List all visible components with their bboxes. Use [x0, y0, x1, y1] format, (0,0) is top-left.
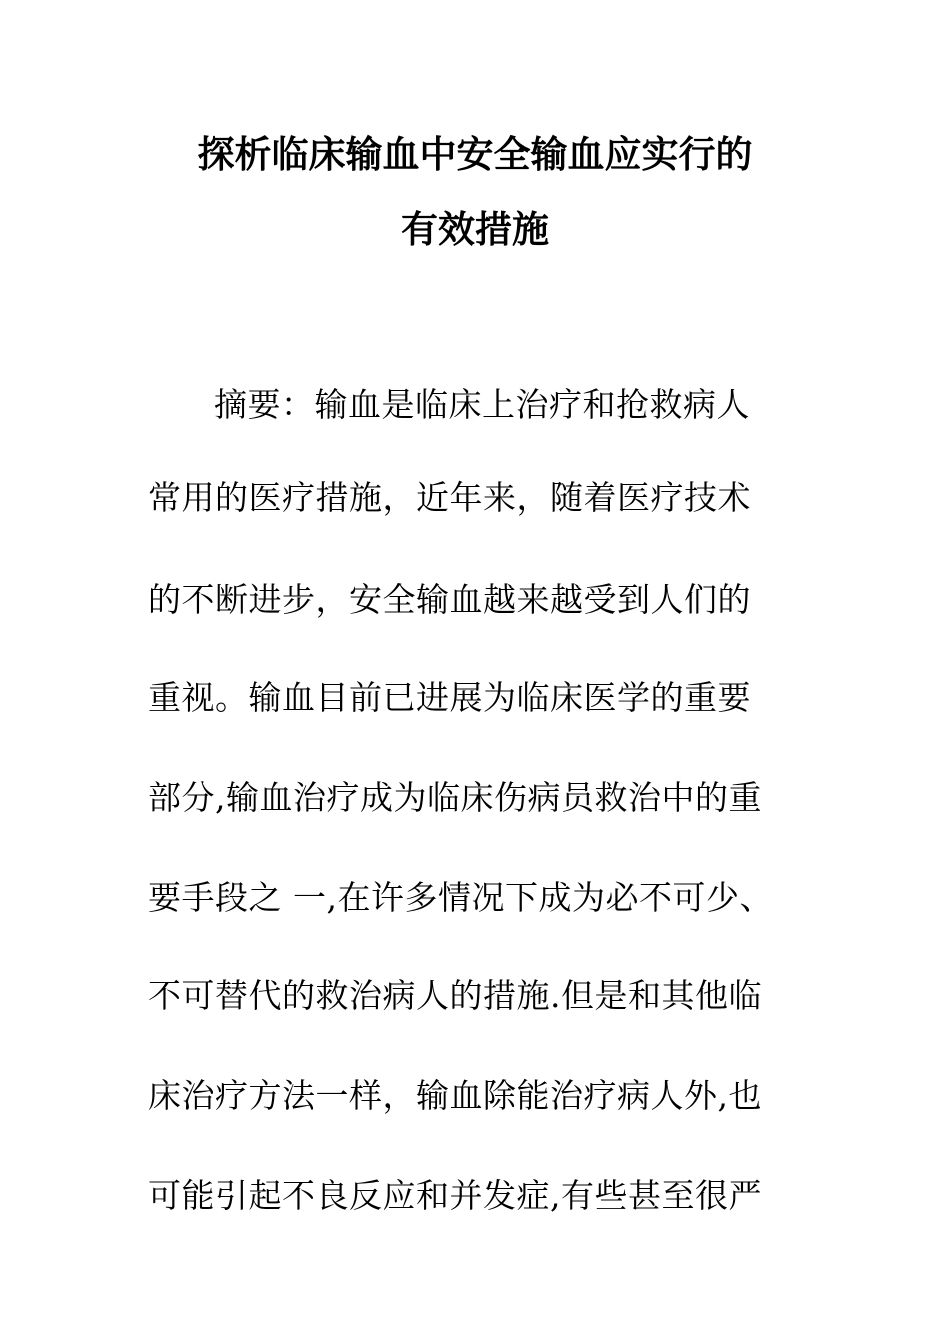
abstract-line-2: 常用的医疗措施，近年来，随着医疗技术 [148, 478, 751, 517]
abstract-line-6: 要手段之 一,在许多情况下成为必不可少、 [148, 878, 773, 917]
abstract-line-5: 部分,输血治疗成为临床伤病员救治中的重 [148, 778, 762, 817]
document-title-line-2: 有效措施 [401, 208, 549, 251]
abstract-line-9: 可能引起不良反应和并发症,有些甚至很严 [148, 1176, 762, 1215]
abstract-line-1: 摘要：输血是临床上治疗和抢救病人 [214, 385, 750, 424]
abstract-line-8: 床治疗方法一样，输血除能治疗病人外,也 [148, 1076, 762, 1115]
abstract-line-7: 不可替代的救治病人的措施.但是和其他临 [148, 976, 762, 1015]
abstract-line-4: 重视。输血目前已进展为临床医学的重要 [148, 678, 751, 717]
abstract-line-3: 的不断进步，安全输血越来越受到人们的 [148, 580, 751, 619]
document-title-line-1: 探析临床输血中安全输血应实行的 [197, 133, 753, 176]
